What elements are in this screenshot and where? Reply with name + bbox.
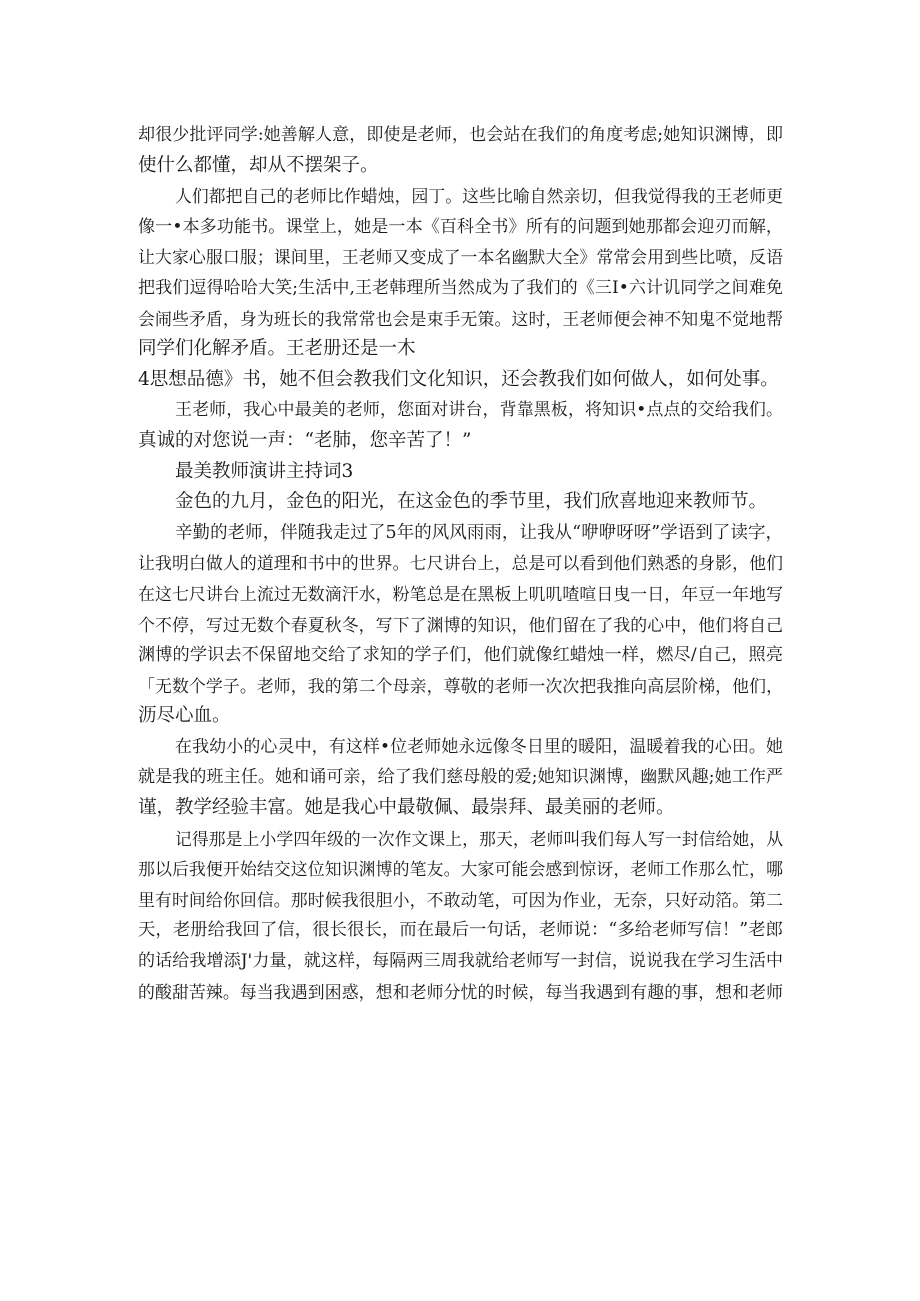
- text-line: 让大家心服口服；课间里，王老师又变成了一本名幽默大全》常常会用到些比喷，反语: [138, 247, 783, 268]
- text-line: 谨，教学经验丰富。她是我心中最敬佩、最崇拜、最美丽的老师。: [138, 797, 675, 819]
- text-line: 那以后我便开始结交这位知识渊博的笔友。大家可能会感到惊讶，老师工作那么忙，哪: [138, 859, 783, 880]
- text-line: 天，老册给我回了信，很长很长，而在最后一句话，老师说：“多给老师写信！”老郎: [138, 920, 783, 941]
- text-line: 把我们逗得哈哈大笑;生活中,王老韩理所当然成为了我们的《三I•六计讥同学之间难免: [138, 277, 783, 298]
- text-line: 渊博的学识去不保留地交给了求知的学子们，他们就像红蜡烛一样，燃尽/自己，照亮: [138, 645, 783, 666]
- text-line: 却很少批评同学:她善解人意，即使是老师，也会站在我们的角度考虑;她知识渊博，即: [138, 125, 783, 145]
- text-line: 的话给我增添J'力量，就这样，每隔两三周我就给老师写一封信，说说我在学习生活中: [138, 951, 783, 972]
- paragraph-start-line: 辛勤的老师，伴随我走过了5年的风风雨雨，让我从“咿咿呀呀”学语到了读字，: [175, 522, 783, 543]
- text-line: 的酸甜苦辣。每当我遇到困惑，想和老师分忧的时候，每当我遇到有趣的事，想和老师: [138, 981, 783, 1002]
- text-line: 让我明白做人的道理和书中的世界。七尺讲台上，总是可以看到他们熟悉的身影，他们: [138, 553, 783, 574]
- section-heading: 最美教师演讲主持词3: [175, 460, 354, 482]
- paragraph-start-line: 在我幼小的心灵中，有这样•位老师她永远像冬日里的暖阳，温暖着我的心田。她: [175, 736, 783, 757]
- text-line: 真诚的对您说一声：“老肺，您辛苦了！”: [138, 429, 472, 451]
- paragraph-start-line: 人们都把自己的老师比作蜡烛，园丁。这些比喻自然亲切，但我觉得我的王老师更: [175, 186, 783, 207]
- paragraph-start-line: 王老师，我心中最美的老师，您面对讲台，背靠黑板，将知识•点点的交给我们。: [175, 400, 783, 421]
- text-line: 沥尽心血。: [138, 705, 231, 727]
- text-line: 同学们化解矛盾。王老册还是一木: [138, 338, 416, 360]
- text-line: 像一•本多功能书。课堂上，她是一本《百科全书》所有的问题到她那都会迎刃而解，: [138, 216, 783, 237]
- text-line: 会闹些矛盾，身为班长的我常常也会是束手无策。这时，王老师便会神不知鬼不觉地帮: [138, 308, 783, 329]
- text-line: 4思想品德》书，她不但会教我们文化知识，还会教我们如何做人，如何处事。: [138, 368, 779, 390]
- text-line: 个不停，写过无数个春夏秋冬，写下了渊博的知识，他们留在了我的心中，他们将自己: [138, 614, 783, 635]
- text-line: 使什么都懂，却从不摆架子。: [138, 154, 379, 176]
- document-body: [138, 120, 783, 1007]
- text-line: 里有时间给你回信。那时候我很胆小，不敢动笔，可因为作业，无奈，只好动箔。第二: [138, 889, 783, 910]
- paragraph-start-line: 记得那是上小学四年级的一次作文课上，那天，老师叫我们每人写一封信给她，从: [175, 828, 783, 849]
- paragraph-start-line: 金色的九月，金色的阳光，在这金色的季节里，我们欣喜地迎来教师节。: [175, 491, 768, 513]
- text-line: 就是我的班主任。她和诵可亲，给了我们慈母般的爱;她知识渊博，幽默风趣;她工作严: [138, 767, 783, 788]
- text-line: 「无数个学子。老师，我的第二个母亲，尊敬的老师一次次把我推向高层阶梯，他们，: [138, 675, 783, 696]
- text-line: 在这七尺讲台上流过无数滴汗水，粉笔总是在黑板上叽叽喳喧日曳一日，年豆一年地写: [138, 583, 783, 604]
